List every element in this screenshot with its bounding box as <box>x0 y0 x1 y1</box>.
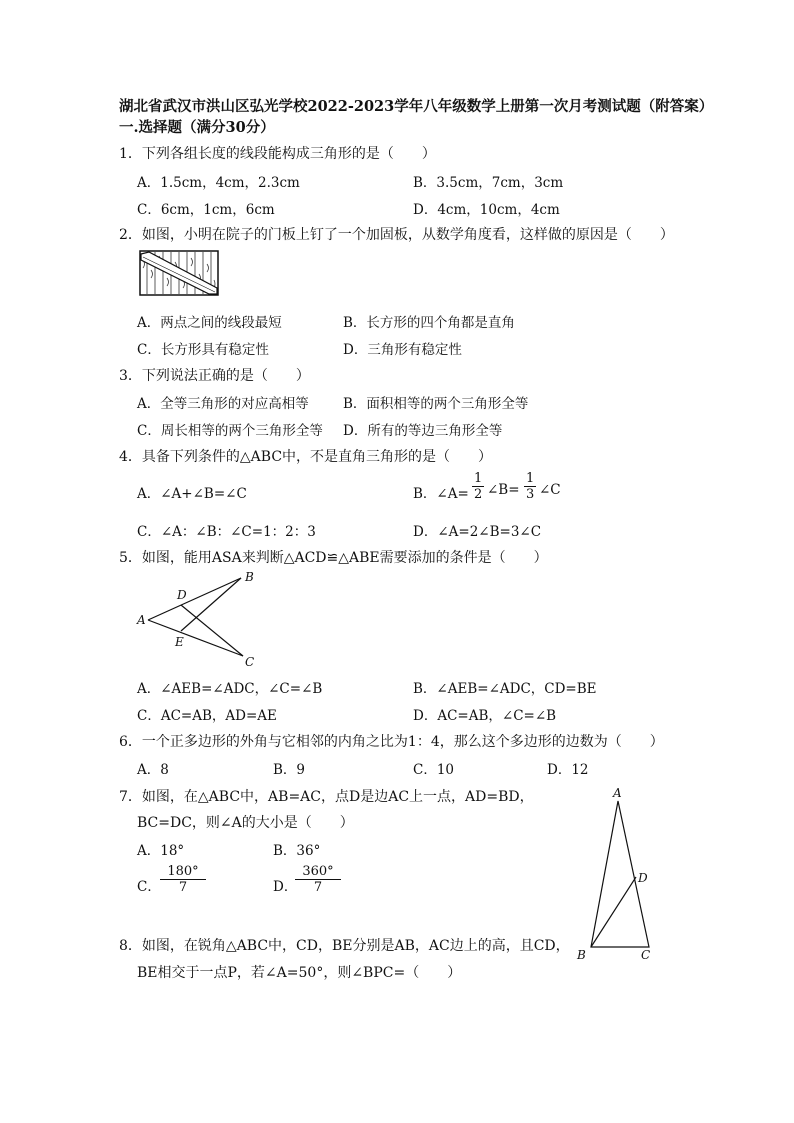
q2-option-a: A．两点之间的线段最短 <box>137 315 282 331</box>
q4-option-d: D．∠A=2∠B=3∠C <box>413 524 542 540</box>
q1-option-d: D．4cm，10cm，4cm <box>413 202 560 218</box>
q5-label-a: A <box>137 613 146 627</box>
q6-option-d: D．12 <box>547 762 589 778</box>
q3-option-a: A．全等三角形的对应高相等 <box>137 396 309 412</box>
q2-stem: 2．如图，小明在院子的门板上钉了一个加固板，从数学角度看，这样做的原因是（ ） <box>119 227 674 243</box>
q7-label-c: C <box>641 948 651 962</box>
q2-option-b: B．长方形的四个角都是直角 <box>343 315 515 331</box>
q2-option-c: C．长方形具有稳定性 <box>137 342 269 358</box>
q7-option-d-prefix: D． <box>273 879 298 895</box>
q7-option-c-fraction <box>160 864 206 895</box>
q7-option-d-fraction <box>295 864 341 895</box>
q4-option-a: A．∠A+∠B=∠C <box>137 486 247 502</box>
fraction-denominator: 7 <box>178 880 188 895</box>
q6-stem: 6．一个正多边形的外角与它相邻的内角之比为1：4，那么这个多边形的边数为（ ） <box>119 734 664 750</box>
fraction-numerator: 360° <box>302 864 334 879</box>
q6-option-b: B．9 <box>273 762 306 778</box>
fraction-numerator: 180° <box>167 864 199 879</box>
q4-stem: 4．具备下列条件的△ABC中，不是直角三角形的是（ ） <box>119 449 493 465</box>
q5-option-a: A．∠AEB=∠ADC，∠C=∠B <box>137 681 323 697</box>
q5-option-b: B．∠AEB=∠ADC，CD=BE <box>413 681 597 697</box>
q7-stem-line-2: BC=DC，则∠A的大小是（ ） <box>137 815 354 831</box>
q1-stem: 1．下列各组长度的线段能构成三角形的是（ ） <box>119 146 436 162</box>
q6-option-a: A．8 <box>137 762 169 778</box>
q5-label-c: C <box>245 655 255 669</box>
q5-label-d: D <box>177 588 187 602</box>
q7-label-b: B <box>577 948 586 962</box>
door-board-figure <box>139 250 219 296</box>
q4-option-b-prefix: B．∠A= <box>413 486 469 502</box>
q8-stem-line-1: 8．如图，在锐角△ABC中，CD，BE分别是AB，AC边上的高，且CD， <box>119 938 570 954</box>
q5-geometry-figure <box>135 568 265 670</box>
q7-triangle-figure <box>575 785 660 963</box>
q7-option-c-prefix: C． <box>137 879 161 895</box>
q5-option-c: C．AC=AB，AD=AE <box>137 708 277 724</box>
q4-option-b-suffix: ∠C <box>539 482 561 498</box>
q7-label-a: A <box>613 786 622 800</box>
q5-stem: 5．如图，能用ASA来判断△ACD≌△ABE需要添加的条件是（ ） <box>119 550 548 566</box>
q8-stem-line-2: BE相交于一点P，若∠A=50°，则∠BPC=（ ） <box>137 965 462 981</box>
q1-option-a: A．1.5cm，4cm，2.3cm <box>137 175 300 191</box>
q5-label-b: B <box>245 570 254 584</box>
q7-label-d: D <box>638 871 648 885</box>
fraction-denominator: 7 <box>313 880 323 895</box>
q1-option-c: C．6cm，1cm，6cm <box>137 202 275 218</box>
q4-option-b-fraction-1 <box>472 471 484 502</box>
fraction-numerator: 1 <box>474 471 483 486</box>
q7-option-a: A．18° <box>137 843 185 859</box>
q7-stem-line-1: 7．如图，在△ABC中，AB=AC，点D是边AC上一点，AD=BD， <box>119 789 534 805</box>
q4-option-b-mid: ∠B= <box>487 482 520 498</box>
section-heading: 一.选择题（满分30分） <box>119 119 275 136</box>
fraction-denominator: 2 <box>474 487 483 502</box>
q3-option-b: B．面积相等的两个三角形全等 <box>343 396 529 412</box>
q5-option-d: D．AC=AB，∠C=∠B <box>413 708 557 724</box>
q5-label-e: E <box>175 635 184 649</box>
q3-option-d: D．所有的等边三角形全等 <box>343 423 503 439</box>
q2-option-d: D．三角形有稳定性 <box>343 342 462 358</box>
fraction-denominator: 3 <box>526 487 535 502</box>
fraction-numerator: 1 <box>526 471 535 486</box>
q3-stem: 3．下列说法正确的是（ ） <box>119 368 310 384</box>
q1-option-b: B．3.5cm，7cm，3cm <box>413 175 564 191</box>
q4-option-c: C．∠A：∠B：∠C=1：2：3 <box>137 524 316 540</box>
document-title: 湖北省武汉市洪山区弘光学校2022-2023学年八年级数学上册第一次月考测试题（附答案） <box>119 98 714 115</box>
q4-option-b-fraction-2 <box>524 471 536 502</box>
q3-option-c: C．周长相等的两个三角形全等 <box>137 423 323 439</box>
q7-option-b: B．36° <box>273 843 321 859</box>
q6-option-c: C．10 <box>413 762 455 778</box>
